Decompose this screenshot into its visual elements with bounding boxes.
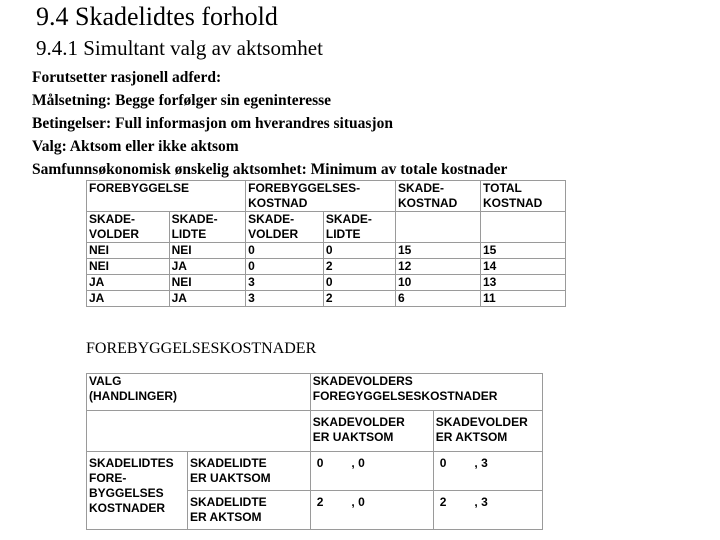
- row-label-skadelidte-aktsom: SKADELIDTE ER AKTSOM: [188, 491, 311, 530]
- table-row: [87, 275, 566, 291]
- table-cell: NEI: [169, 243, 246, 259]
- table-cell: 11: [481, 291, 566, 307]
- section-label: FOREBYGGELSESKOSTNADER: [86, 340, 317, 357]
- table-row: [87, 259, 566, 275]
- table-cell: 3: [246, 275, 324, 291]
- assumption-line: Forutsetter rasjonell adferd:: [32, 69, 222, 86]
- table-cell: 0: [246, 259, 324, 275]
- header-skadevolders-kostnader: SKADEVOLDERS FOREGYGGELSESKOSTNADER: [310, 374, 542, 411]
- table-cell: NEI: [87, 243, 170, 259]
- subheader-skadelidte: SKADE- LIDTE: [169, 212, 246, 243]
- subheader-kost-skadevolder: SKADE- VOLDER: [246, 212, 324, 243]
- row-label-skadelidte-uaktsom: SKADELIDTE ER UAKTSOM: [188, 452, 311, 491]
- header-forebyggelse: FOREBYGGELSE: [87, 181, 246, 212]
- table-cell: NEI: [87, 259, 170, 275]
- subheader-skadevolder: SKADE- VOLDER: [87, 212, 170, 243]
- header-skadekostnad: SKADE- KOSTNAD: [396, 181, 481, 212]
- table-cell: 0: [323, 275, 395, 291]
- subheader-empty: [396, 212, 481, 243]
- table-cell: 10: [396, 275, 481, 291]
- row-group-label: SKADELIDTES FORE- BYGGELSES KOSTNADER: [87, 452, 188, 530]
- table-cell: JA: [169, 259, 246, 275]
- header-skadevolder-aktsom: SKADEVOLDER ER AKTSOM: [433, 411, 542, 452]
- header-skadevolder-uaktsom: SKADEVOLDER ER UAKTSOM: [310, 411, 433, 452]
- payoff-cell: 0 , 0: [310, 452, 433, 491]
- table-cell: 0: [246, 243, 324, 259]
- table-cell: 2: [323, 291, 395, 307]
- table-subheader-row: [87, 411, 543, 452]
- table-cell: 2: [323, 259, 395, 275]
- page-subtitle: 9.4.1 Simultant valg av aktsomhet: [36, 36, 323, 60]
- assumption-line: Målsetning: Begge forfølger sin egeninteresse: [32, 92, 332, 109]
- table-row: [87, 243, 566, 259]
- table-cell: 6: [396, 291, 481, 307]
- table-cell: 15: [481, 243, 566, 259]
- table-cell: 15: [396, 243, 481, 259]
- table-row: [87, 452, 543, 491]
- header-valg: VALG (HANDLINGER): [87, 374, 311, 411]
- page-title: 9.4 Skadelidtes forhold: [36, 2, 278, 31]
- table-cell: 14: [481, 259, 566, 275]
- payoff-table: [86, 373, 543, 530]
- cost-table: [86, 180, 566, 307]
- table-cell: 0: [323, 243, 395, 259]
- assumption-line: Valg: Aktsom eller ikke aktsom: [32, 138, 239, 155]
- table-header-row: [87, 374, 543, 411]
- assumption-line: Betingelser: Full informasjon om hverandres situasjon: [32, 115, 393, 132]
- table-cell: NEI: [169, 275, 246, 291]
- table-subheader-row: [87, 212, 566, 243]
- subheader-kost-skadelidte: SKADE- LIDTE: [323, 212, 395, 243]
- table-cell: JA: [87, 291, 170, 307]
- assumptions-list: [32, 66, 507, 181]
- table-cell: JA: [169, 291, 246, 307]
- table-cell: 3: [246, 291, 324, 307]
- header-total-kostnad: TOTAL KOSTNAD: [481, 181, 566, 212]
- empty-cell: [87, 411, 311, 452]
- payoff-cell: 0 , 3: [433, 452, 542, 491]
- subheader-empty: [481, 212, 566, 243]
- assumption-line: Samfunnsøkonomisk ønskelig aktsomhet: Minimum av totale kostnader: [32, 161, 508, 178]
- table-header-row: [87, 181, 566, 212]
- table-cell: 12: [396, 259, 481, 275]
- table-row: [87, 291, 566, 307]
- table-cell: JA: [87, 275, 170, 291]
- header-forebyggelseskostnad: FOREBYGGELSES- KOSTNAD: [246, 181, 396, 212]
- payoff-cell: 2 , 3: [433, 491, 542, 530]
- payoff-cell: 2 , 0: [310, 491, 433, 530]
- table-cell: 13: [481, 275, 566, 291]
